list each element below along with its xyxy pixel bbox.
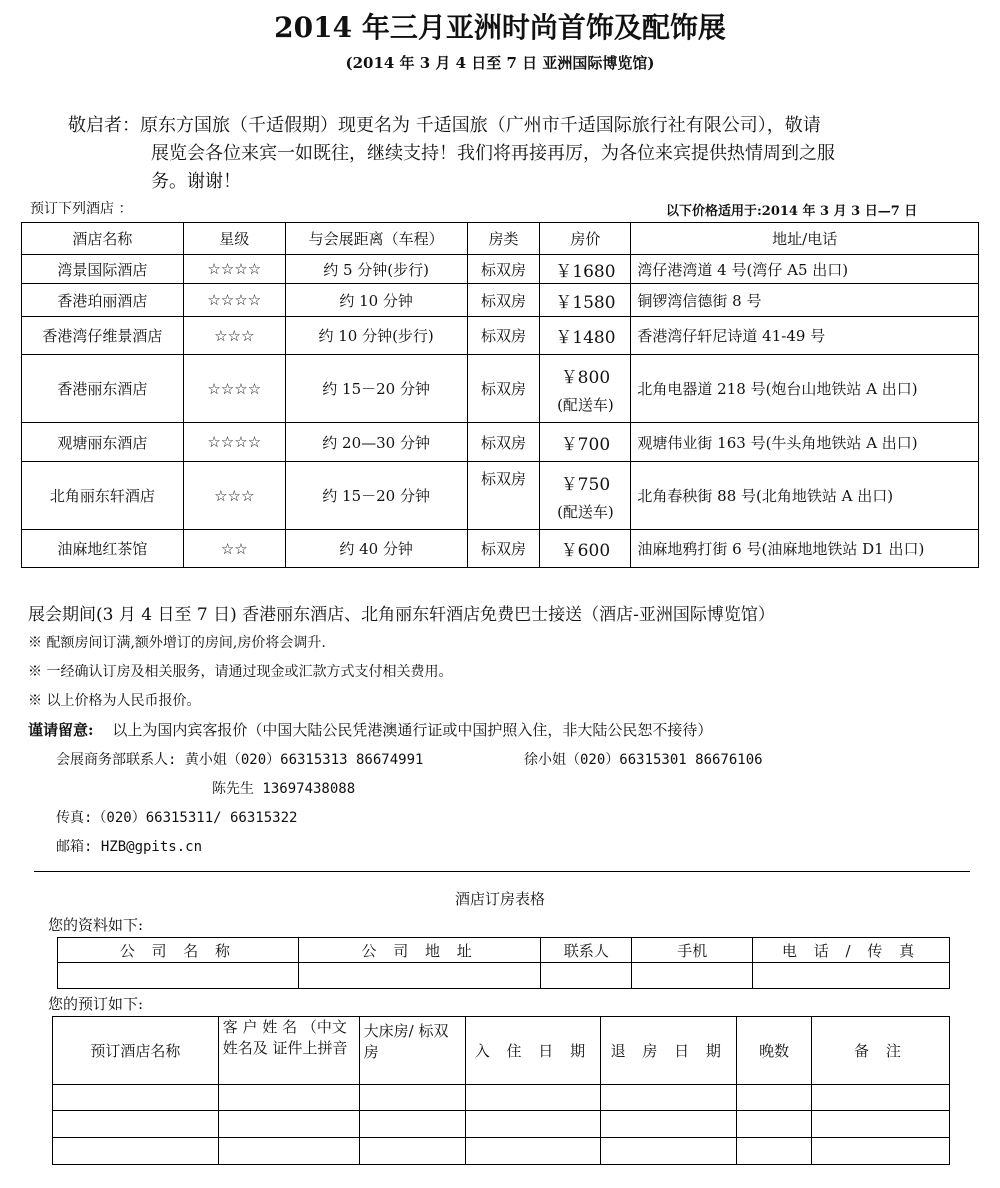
notice-line-3: 务。谢谢！ (151, 171, 241, 192)
info-label: 您的资料如下: (48, 916, 144, 934)
caution-text: 以上为国内宾客报价（中国大陆公民凭港澳通行证或中国护照入住，非大陆公民恕不接待） (112, 721, 713, 739)
col-stars: 星级 (183, 223, 285, 255)
hotel-distance: 约 5 分钟(步行) (285, 255, 467, 284)
hotel-name: 香港珀丽酒店 (22, 284, 184, 317)
table-row (22, 355, 979, 423)
col-company-address: 公 司 地 址 (298, 938, 541, 963)
booking-cell[interactable] (737, 1138, 812, 1165)
booking-cell[interactable] (601, 1111, 737, 1138)
company-address-field[interactable] (298, 963, 541, 989)
col-nights: 晚数 (737, 1017, 812, 1085)
hotel-price-note: (配送车) (557, 502, 614, 521)
hotel-address: 北角春秧街 88 号(北角地铁站 A 出口) (631, 462, 979, 530)
col-mobile: 手机 (632, 938, 753, 963)
hotel-price: ￥700 (540, 423, 631, 462)
hotel-address: 北角电器道 218 号(炮台山地铁站 A 出口) (631, 355, 979, 423)
note-item: ※ 一经确认订房及相关服务，请通过现金或汇款方式支付相关费用。 (28, 664, 453, 680)
booking-cell[interactable] (53, 1138, 219, 1165)
booking-cell[interactable] (218, 1111, 359, 1138)
hotel-room-type: 标双房 (467, 530, 540, 568)
hotel-distance: 约 10 分钟 (285, 284, 467, 317)
table-row (22, 317, 979, 355)
col-bed-type: 大床房/ 标双房 (359, 1017, 465, 1085)
divider (34, 871, 970, 872)
hotel-stars: ☆☆☆ (183, 317, 285, 355)
col-company-name: 公 司 名 称 (58, 938, 299, 963)
col-distance: 与会展距离（车程） (285, 223, 467, 255)
booking-cell[interactable] (737, 1111, 812, 1138)
hotel-table (21, 222, 979, 568)
table-row (22, 284, 979, 317)
info-input-row[interactable] (58, 963, 950, 989)
booking-cell[interactable] (601, 1085, 737, 1111)
col-booking-hotel: 预订酒店名称 (53, 1017, 219, 1085)
notice-paragraph (68, 112, 948, 196)
booking-cell[interactable] (465, 1138, 601, 1165)
hotel-distance: 约 40 分钟 (285, 530, 467, 568)
hotel-name: 香港湾仔维景酒店 (22, 317, 184, 355)
col-phone-fax: 电 话 / 传 真 (753, 938, 950, 963)
hotel-distance: 约 15－20 分钟 (285, 462, 467, 530)
hotel-room-type: 标双房 (467, 284, 540, 317)
hotel-name: 油麻地红茶馆 (22, 530, 184, 568)
col-checkout-date: 退 房 日 期 (601, 1017, 737, 1085)
booking-input-row[interactable] (53, 1085, 950, 1111)
hotel-stars: ☆☆☆☆ (183, 423, 285, 462)
col-remarks: 备 注 (812, 1017, 950, 1085)
customer-info-table (57, 937, 950, 989)
hotel-stars: ☆☆ (183, 530, 285, 568)
hotel-stars: ☆☆☆☆ (183, 355, 285, 423)
booking-cell[interactable] (359, 1085, 465, 1111)
booking-cell[interactable] (53, 1111, 219, 1138)
booking-cell[interactable] (218, 1138, 359, 1165)
hotel-address: 铜锣湾信德街 8 号 (631, 284, 979, 317)
booking-cell[interactable] (359, 1138, 465, 1165)
hotel-distance: 约 20—30 分钟 (285, 423, 467, 462)
company-name-field[interactable] (58, 963, 299, 989)
price-note: 以下价格适用于:2014 年 3 月 3 日—7 日 (666, 204, 918, 219)
hotel-distance: 约 10 分钟(步行) (285, 317, 467, 355)
contact-third: 陈先生 13697438088 (212, 781, 356, 797)
booking-input-row[interactable] (53, 1138, 950, 1165)
hotel-price: ￥1580 (540, 284, 631, 317)
hotel-stars: ☆☆☆ (183, 462, 285, 530)
notice-line-2: 展览会各位来宾一如既往，继续支持！我们将再接再厉，为各位来宾提供热情周到之服 (151, 143, 835, 164)
booking-label: 您的预订如下: (48, 995, 144, 1013)
hotel-price-cell (540, 462, 631, 530)
booking-cell[interactable] (465, 1111, 601, 1138)
hotel-price-note: (配送车) (557, 395, 614, 414)
page-subtitle: (2014 年 3 月 4 日至 7 日 亚洲国际博览馆) (345, 54, 655, 72)
table-row (22, 462, 979, 530)
hotel-stars: ☆☆☆☆ (183, 255, 285, 284)
hotel-room-type: 标双房 (467, 462, 540, 530)
phone-fax-field[interactable] (753, 963, 950, 989)
hotel-stars: ☆☆☆☆ (183, 284, 285, 317)
table-row (22, 423, 979, 462)
hotel-name: 观塘丽东酒店 (22, 423, 184, 462)
hotel-address: 观塘伟业街 163 号(牛头角地铁站 A 出口) (631, 423, 979, 462)
contact-secondary: 徐小姐（020）66315301 86676106 (524, 752, 763, 768)
hotel-name: 香港丽东酒店 (22, 355, 184, 423)
booking-cell[interactable] (812, 1111, 950, 1138)
table-row (22, 530, 979, 568)
page-title: 2014 年三月亚洲时尚首饰及配饰展 (274, 11, 726, 44)
notice-line-1: 敬启者：原东方国旅（千适假期）现更名为 千适国旅（广州市千适国际旅行社有限公司），敬请 (68, 115, 821, 136)
caution-label: 谨请留意: (28, 721, 94, 739)
col-price: 房价 (540, 223, 631, 255)
booking-cell[interactable] (218, 1085, 359, 1111)
info-table-header (58, 938, 950, 963)
mobile-field[interactable] (632, 963, 753, 989)
fax-line: 传真:（020）66315311/ 66315322 (56, 810, 298, 826)
booking-cell[interactable] (601, 1138, 737, 1165)
booking-cell[interactable] (737, 1085, 812, 1111)
col-contact: 联系人 (541, 938, 632, 963)
hotel-name: 北角丽东轩酒店 (22, 462, 184, 530)
contact-field[interactable] (541, 963, 632, 989)
hotel-intro: 预订下列酒店 ： (30, 201, 133, 217)
hotel-address: 香港湾仔轩尼诗道 41-49 号 (631, 317, 979, 355)
booking-cell[interactable] (53, 1085, 219, 1111)
hotel-price: ￥800 (560, 367, 611, 388)
col-checkin-date: 入 住 日 期 (465, 1017, 601, 1085)
hotel-room-type: 标双房 (467, 355, 540, 423)
email-line: 邮箱: HZB@gpits.cn (56, 839, 203, 855)
hotel-price: ￥1480 (540, 317, 631, 355)
col-guest-name: 客 户 姓 名 （中文姓名及 证件上拼音 (218, 1017, 359, 1085)
caution-line (28, 719, 712, 740)
booking-cell[interactable] (812, 1085, 950, 1111)
table-row (22, 255, 979, 284)
booking-cell[interactable] (359, 1111, 465, 1138)
contact-primary: 会展商务部联系人: 黄小姐（020）66315313 86674991 (56, 752, 424, 768)
hotel-price: ￥750 (560, 474, 611, 495)
booking-cell[interactable] (812, 1138, 950, 1165)
col-room-type: 房类 (467, 223, 540, 255)
col-hotel-name: 酒店名称 (22, 223, 184, 255)
hotel-address: 油麻地鸦打街 6 号(油麻地地铁站 D1 出口) (631, 530, 979, 568)
hotel-price-cell (540, 355, 631, 423)
hotel-room-type: 标双房 (467, 423, 540, 462)
col-address: 地址/电话 (631, 223, 979, 255)
form-title: 酒店订房表格 (454, 890, 545, 908)
hotel-distance: 约 15－20 分钟 (285, 355, 467, 423)
hotel-room-type: 标双房 (467, 317, 540, 355)
booking-table-header (53, 1017, 950, 1085)
note-item: ※ 配额房间订满,额外增订的房间,房价将会调升. (28, 635, 326, 651)
booking-cell[interactable] (465, 1085, 601, 1111)
hotel-price: ￥1680 (540, 255, 631, 284)
hotel-price: ￥600 (540, 530, 631, 568)
booking-input-row[interactable] (53, 1111, 950, 1138)
hotel-room-type: 标双房 (467, 255, 540, 284)
booking-table (52, 1016, 950, 1165)
hotel-table-header (22, 223, 979, 255)
note-item: ※ 以上价格为人民币报价。 (28, 693, 201, 709)
shuttle-info: 展会期间(3 月 4 日至 7 日) 香港丽东酒店、北角丽东轩酒店免费巴士接送（酒店-亚洲国际博览馆） (28, 605, 775, 625)
hotel-address: 湾仔港湾道 4 号(湾仔 A5 出口) (631, 255, 979, 284)
hotel-name: 湾景国际酒店 (22, 255, 184, 284)
